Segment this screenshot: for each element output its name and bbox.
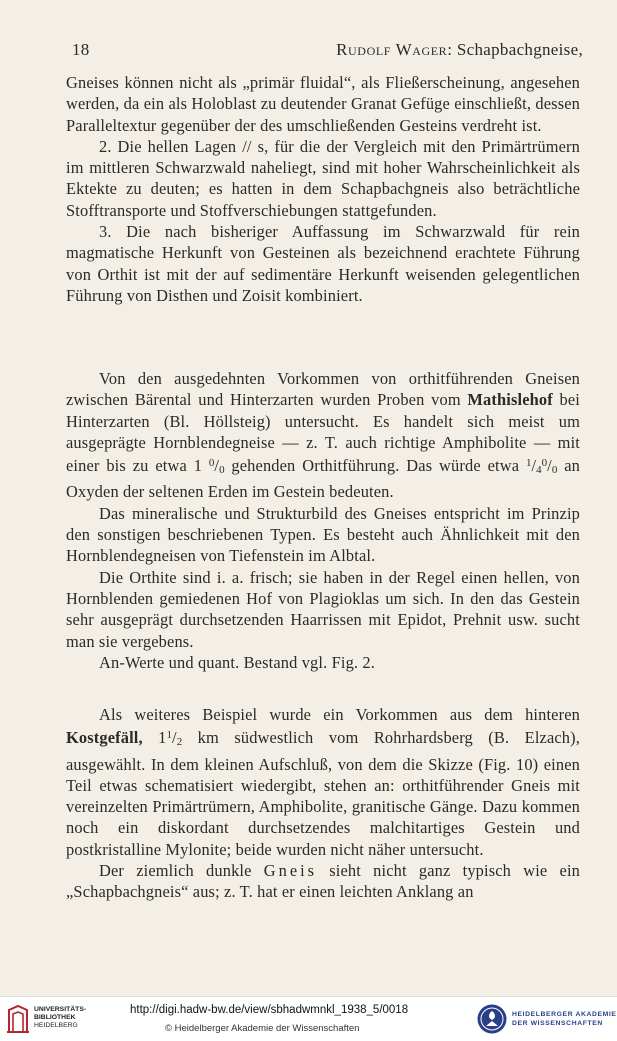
running-header bbox=[72, 40, 583, 64]
copyright-notice: © Heidelberger Akademie der Wissenschaften bbox=[165, 1023, 360, 1034]
paragraph-1: Gneises können nicht als „primär fluidal“, als Fließerscheinung, angesehen werden, da ein als Holoblast zu deutender Granat Gefüge einschließt, dessen Paralleltextur gegenüber der des umschließenden Gesteins verdreht ist. bbox=[66, 73, 580, 135]
title-separator: : bbox=[447, 40, 457, 59]
paragraph-3: 3. Die nach bisheriger Auffassung im Schwarzwald für rein magmatische Herkunft von Gesteinen als bezeichnend erachtete Führung von Orthit ist mit der auf sedimentäre Herkunft weisenden gelegentlichen Führung von Disthen und Zoisit kombiniert. bbox=[66, 222, 580, 305]
page-number: 18 bbox=[72, 40, 90, 59]
text-section-1 bbox=[66, 72, 580, 306]
university-library-name: UNIVERSITÄTS- BIBLIOTHEK HEIDELBERG bbox=[34, 1006, 87, 1029]
text-section-2 bbox=[66, 368, 580, 673]
author-name: Rudolf Wager bbox=[336, 40, 448, 59]
paragraph-4: Von den ausgedehnten Vorkommen von orthitführenden Gneisen zwischen Bärental und Hinterzarten wurden Proben vom Mathislehof bei Hinterzarten (Bl. Höllsteig) untersucht. Es handelt sich meist um ausgeprägte Hornblendegneise — z. T. auch richtige Amphibolite — mit einer bis zu etwa 1 $^0$/0 gehenden Orthitführung. Das würde etwa $^1/4^0/0$ an Oxyden der seltenen Erden im Gestein bedeuten. bbox=[66, 369, 581, 502]
paragraph-2: 2. Die hellen Lagen // s, für die der Vergleich mit den Primärtrümern im mittleren Schwarzwald naheliegt, sind mit hoher Wahrscheinlichkeit als Ektekte zu deuten; es hatten in dem Schapbachgneis also beträchtliche Stofftransporte und Stoffverschiebungen stattgefunden. bbox=[66, 136, 580, 220]
paragraph-8: Als weiteres Beispiel wurde ein Vorkommen aus dem hinteren Kostgefäll, $1^1/2$ km südwestlich vom Rohrhardsberg (B. Elzach), ausgewählt. In dem kleinen Aufschluß, von dem die Skizze (Fig. 10) einen Teil etwas schematisiert wiedergibt, stehen an: orthitführender Gneis mit vereinzelten Primärtrümern, Amphibolite, granitische Gänge. Dazu kommen noch ein diskordant durchsetzendes malchitartiges Gestein und postkristalline Mylonite; beide wurden nicht näher untersucht. bbox=[66, 705, 581, 859]
short-title: Schapbachgneise, bbox=[456, 40, 583, 59]
university-library-logo-icon[interactable] bbox=[6, 1004, 30, 1034]
locality-kostgefaell: Kostgefäll, bbox=[66, 728, 143, 748]
academy-name: HEIDELBERGER AKADEMIE DER WISSENSCHAFTEN bbox=[512, 1011, 617, 1027]
paragraph-6: Die Orthite sind i. a. frisch; sie haben in der Regel einen hellen, von Hornblenden gemiedenen Hof von Plagioklas um sich. In den das Gestein sehr ausgeprägt durchsetzenden Haarrissen mit Epidot, Prehnit usw. sucht man sie vergebens. bbox=[66, 567, 580, 651]
academy-seal-icon[interactable] bbox=[476, 1003, 508, 1035]
digitization-footer bbox=[0, 996, 617, 1041]
locality-mathislehof: Mathislehof bbox=[467, 390, 553, 410]
permalink-url[interactable]: http://digi.hadw-bw.de/view/sbhadwmnkl_1938_5/0018 bbox=[130, 1004, 409, 1016]
text-section-3 bbox=[66, 704, 580, 903]
paragraph-7: An-Werte und quant. Bestand vgl. Fig. 2. bbox=[99, 652, 375, 672]
spaced-word-gneis: Gneis bbox=[263, 861, 318, 881]
running-title bbox=[336, 40, 583, 60]
paragraph-5: Das mineralische und Strukturbild des Gneises entspricht im Prinzip den sonstigen beschriebenen Typen. Es besteht auch Ähnlichkeit mit den Hornblendegneisen von Tiefenstein im Albtal. bbox=[66, 503, 580, 566]
paragraph-9: Der ziemlich dunkle Gneis sieht nicht ganz typisch wie ein „Schapbachgneis“ aus; z. T. hat er einen leichten Anklang an bbox=[66, 861, 581, 902]
